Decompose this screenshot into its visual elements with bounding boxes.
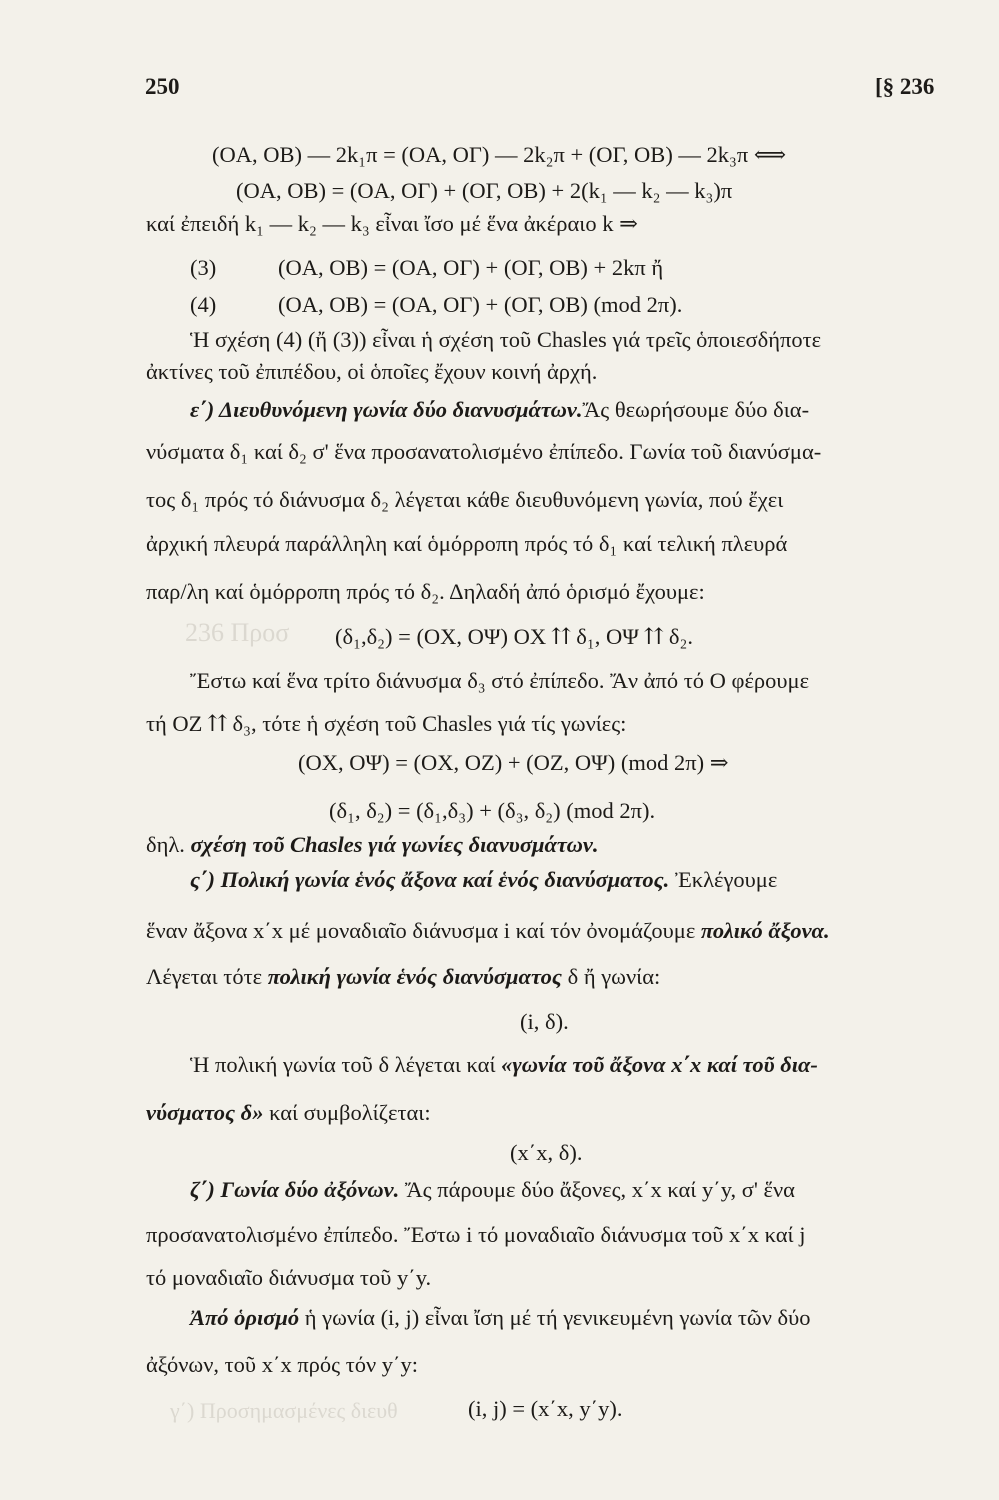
subsection-title: ζ΄) Γωνία δύο ἀξόνων. — [190, 1177, 400, 1202]
subsection-title: ε΄) Διευθυνόμενη γωνία δύο διανυσμάτων. — [190, 397, 583, 422]
subsection-z: ζ΄) Γωνία δύο ἀξόνων. Ἄς πάρουμε δύο ἄξονες, x΄x καί y΄y, σ' ἕνα — [190, 1177, 795, 1202]
equation-4-body: (OA, OB) = (OA, OΓ) + (OΓ, OB) (mod 2π). — [278, 292, 683, 317]
axis-vector-formula: (x΄x, δ). — [510, 1140, 583, 1165]
axes-angle-formula: (i, j) = (x΄x, y΄y). — [468, 1396, 623, 1421]
text-line: νύσματα δ₁ καί δ₂ σ' ἕνα προσανατολισμένο ἐπίπεδο. Γωνία τοῦ διανύσμα- — [146, 439, 822, 464]
text-line: παρ/λη καί ὁμόρροπη πρός τό δ₂. Δηλαδή ἀπό ὁρισμό ἔχουμε: — [146, 579, 705, 604]
text-line: καί ἐπειδή k₁ — k₂ — k₃ εἶναι ἴσο μέ ἕνα ἀκέραιο k ⇒ — [146, 211, 638, 236]
text-line: τος δ₁ πρός τό διάνυσμα δ₂ λέγεται κάθε διευθυνόμενη γωνία, πού ἔχει — [146, 487, 784, 512]
text-line: ἕναν ἄξονα x΄x μέ μοναδιαῖο διάνυσμα i καί τόν ὀνομάζουμε πολικό ἄξονα. — [146, 918, 830, 943]
text-line: Ἔστω καί ἕνα τρίτο διάνυσμα δ₃ στό ἐπίπεδο. Ἄν ἀπό τό O φέρουμε — [190, 668, 810, 693]
text-line: ἀξόνων, τοῦ x΄x πρός τόν y΄y: — [146, 1352, 419, 1377]
chasles-formula-1: (OX, OΨ) = (OX, OZ) + (OZ, OΨ) (mod 2π) ⇒ — [298, 750, 729, 775]
subsection-e: ε΄) Διευθυνόμενη γωνία δύο διανυσμάτων.Ἄς θεωρήσουμε δύο δια- — [190, 397, 810, 422]
subsection-title: ς΄) Πολική γωνία ἑνός ἄξονα καί ἑνός διανύσματος. — [190, 867, 670, 892]
definition-formula: (δ₁,δ₂) = (OX, OΨ) OX ⇈ δ₁, OΨ ⇈ δ₂. — [335, 624, 693, 649]
text-line: τό μοναδιαῖο διάνυσμα τοῦ y΄y. — [146, 1265, 432, 1290]
polar-angle-formula: (i, δ). — [520, 1009, 569, 1034]
text-line: προσανατολισμένο ἐπίπεδο. Ἔστω i τό μοναδιαῖο διάνυσμα τοῦ x΄x καί j — [146, 1222, 806, 1247]
equation-number: (4) — [190, 292, 217, 317]
text-line: ἀκτίνες τοῦ ἐπιπέδου, οἱ ὁποῖες ἔχουν κοινή ἀρχή. — [146, 359, 598, 384]
equation-line-1: (OA, OB) — 2k₁π = (OA, OΓ) — 2k₂π + (OΓ, OB) — 2k₃π ⟺ — [212, 142, 787, 167]
equation-line-2: (OA, OB) = (OA, OΓ) + (OΓ, OB) + 2(k₁ — k₂ — k₃)π — [236, 178, 733, 203]
equation-3 — [190, 253, 663, 283]
text-line: Λέγεται τότε πολική γωνία ἑνός διανύσματος δ ἤ γωνία: — [146, 964, 661, 989]
text-line: δηλ. σχέση τοῦ Chasles γιά γωνίες διανυσμάτων. — [146, 832, 599, 857]
text-line: ἀρχική πλευρά παράλληλη καί ὁμόρροπη πρός τό δ₁ καί τελική πλευρά — [146, 531, 788, 556]
page-number: 250 — [145, 74, 180, 99]
text-line: Ἡ πολική γωνία τοῦ δ λέγεται καί «γωνία τοῦ ἄξονα x΄x καί τοῦ δια- — [190, 1052, 818, 1077]
equation-number: (3) — [190, 255, 217, 280]
equation-4 — [190, 290, 682, 320]
chasles-formula-2: (δ₁, δ₂) = (δ₁,δ₃) + (δ₃, δ₂) (mod 2π). — [329, 798, 656, 823]
text-line: νύσματος δ» καί συμβολίζεται: — [146, 1100, 431, 1125]
text-line: Ἀπό ὁρισμό ἡ γωνία (i, j) εἶναι ἴση μέ τή γενικευμένη γωνία τῶν δύο — [190, 1305, 811, 1330]
bleed-through-heading: 236 Προσ — [185, 618, 290, 647]
text-line: Ἡ σχέση (4) (ἤ (3)) εἶναι ἡ σχέση τοῦ Chasles γιά τρεῖς ὁποιεσδήποτε — [190, 327, 822, 352]
equation-3-body: (OA, OB) = (OA, OΓ) + (OΓ, OB) + 2kπ ἤ — [278, 255, 664, 280]
subsection-st: ς΄) Πολική γωνία ἑνός ἄξονα καί ἑνός διανύσματος. Ἐκλέγουμε — [190, 867, 778, 892]
section-reference: [§ 236 — [875, 74, 935, 99]
text-line: τή OZ ⇈ δ₃, τότε ἡ σχέση τοῦ Chasles γιά τίς γωνίες: — [146, 711, 627, 736]
bleed-through-line: γ΄) Προσημασμένες διευθ — [170, 1398, 398, 1423]
